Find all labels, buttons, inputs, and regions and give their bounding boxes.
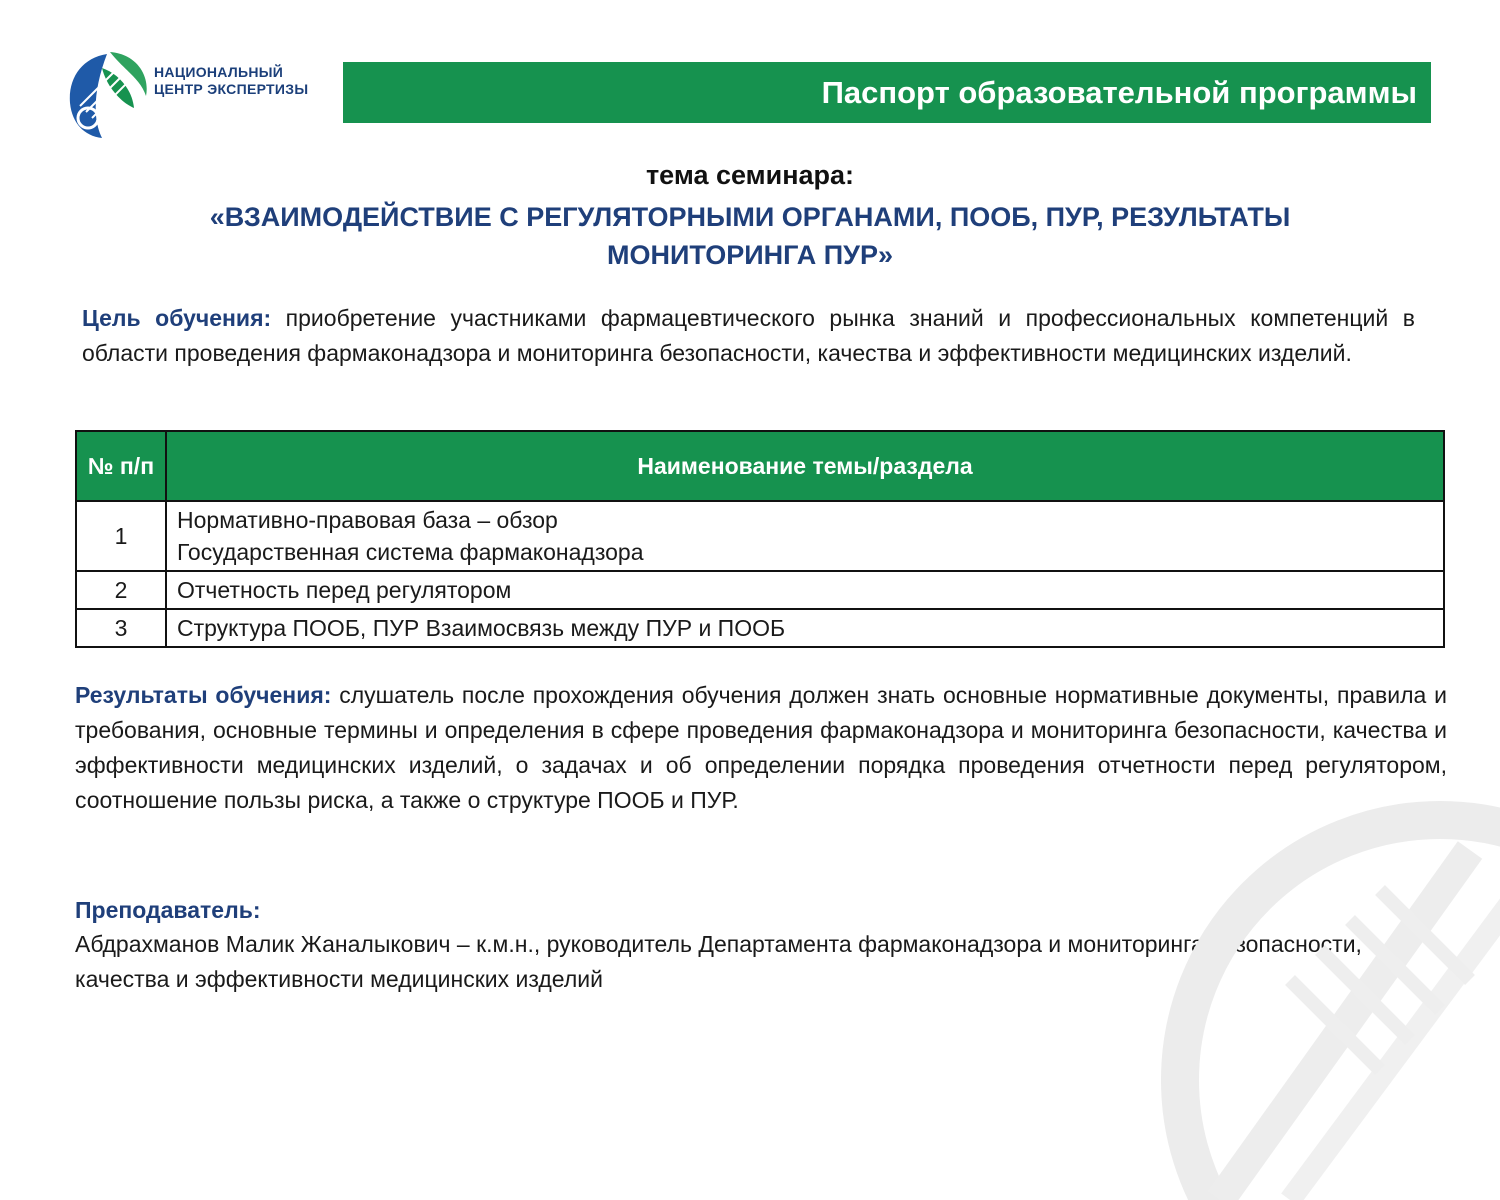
seminar-title: «ВЗАИМОДЕЙСТВИЕ С РЕГУЛЯТОРНЫМИ ОРГАНАМИ, ПООБ, ПУР, РЕЗУЛЬТАТЫ МОНИТОРИНГА ПУР»	[209, 202, 1291, 270]
page-title: Паспорт образовательной программы	[821, 74, 1417, 110]
row-num: 3	[76, 609, 166, 647]
header-bar	[343, 62, 1431, 123]
teacher-text: Абдрахманов Малик Жаналыкович – к.м.н., руководитель Департамента фармаконадзора и мониторинга безопасности, качества и эффективности медицинских изделий	[75, 931, 1362, 992]
row-name-line: Государственная система фармаконадзора	[177, 539, 644, 565]
goal-text: приобретение участниками фармацевтического рынка знаний и профессиональных компетенций в области проведения фармаконадзора и мониторинга безопасности, качества и эффективности медицинских изделий.	[82, 305, 1415, 366]
row-name	[166, 501, 1444, 571]
col-header-name: Наименование темы/раздела	[166, 431, 1444, 501]
table-row	[76, 571, 1444, 609]
results-text: слушатель после прохождения обучения должен знать основные нормативные документы, правила и требования, основные термины и определения в сфере проведения фармаконадзора и мониторинга безопасности, качества и эффективности медицинских изделий, о задачах и об определении порядка проведения отчетности перед регулятором, соотношение пользы риска, а также о структуре ПООБ и ПУР.	[75, 682, 1447, 813]
topics-table	[75, 430, 1445, 648]
row-num: 2	[76, 571, 166, 609]
results-label: Результаты обучения:	[75, 682, 332, 708]
goal-paragraph	[82, 301, 1415, 371]
teacher-label: Преподаватель:	[75, 897, 261, 923]
seminar-label: тема семинара:	[645, 160, 855, 190]
row-name-line: Нормативно-правовая база – обзор	[177, 507, 558, 533]
table-header-row	[76, 431, 1444, 501]
logo-title-line2: ЦЕНТР ЭКСПЕРТИЗЫ	[154, 81, 309, 97]
col-header-num: № п/п	[76, 431, 166, 501]
row-name: Структура ПООБ, ПУР Взаимосвязь между ПУР и ПООБ	[166, 609, 1444, 647]
watermark-emblem-icon	[1140, 780, 1500, 1200]
table-row	[76, 501, 1444, 571]
row-num: 1	[76, 501, 166, 571]
goal-label: Цель обучения:	[82, 305, 272, 331]
logo-emblem-icon	[62, 48, 152, 140]
row-name: Отчетность перед регулятором	[166, 571, 1444, 609]
table-row	[76, 609, 1444, 647]
logo	[62, 48, 322, 140]
logo-title-line1: НАЦИОНАЛЬНЫЙ	[154, 64, 284, 80]
